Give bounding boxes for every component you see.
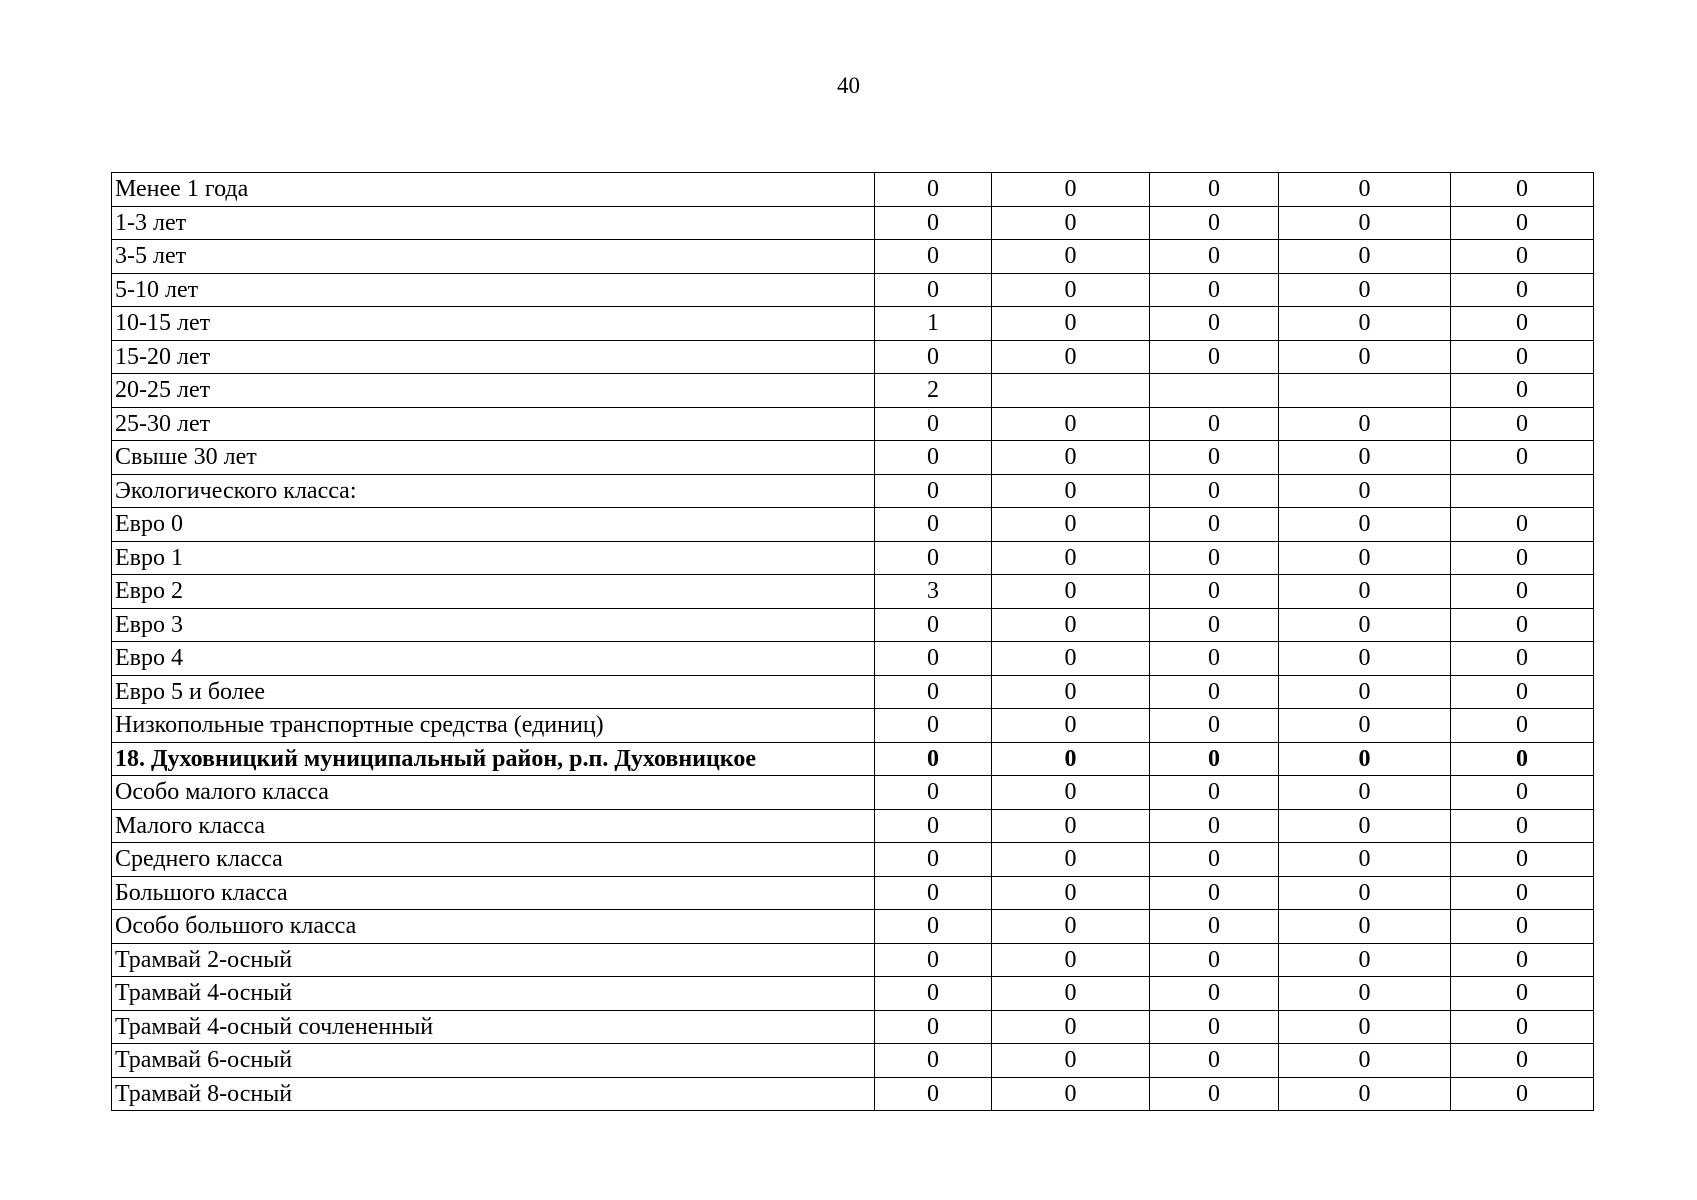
value-cell-col-2: 0 bbox=[992, 273, 1150, 307]
value-cell-col-5: 0 bbox=[1451, 709, 1594, 743]
value-cell-col-2: 0 bbox=[992, 240, 1150, 274]
value-cell-col-1: 0 bbox=[875, 675, 992, 709]
value-cell-col-2: 0 bbox=[992, 843, 1150, 877]
value-cell-col-5: 0 bbox=[1451, 910, 1594, 944]
value-cell-col-4: 0 bbox=[1279, 608, 1451, 642]
value-cell-col-5: 0 bbox=[1451, 809, 1594, 843]
value-cell-col-5: 0 bbox=[1451, 1010, 1594, 1044]
table-row bbox=[112, 541, 1594, 575]
value-cell-col-2: 0 bbox=[992, 943, 1150, 977]
value-cell-col-3: 0 bbox=[1150, 474, 1279, 508]
value-cell-col-2: 0 bbox=[992, 809, 1150, 843]
value-cell-col-1: 0 bbox=[875, 876, 992, 910]
value-cell-col-2: 0 bbox=[992, 709, 1150, 743]
row-label-cell: Трамвай 4-осный сочлененный bbox=[112, 1010, 875, 1044]
value-cell-col-5: 0 bbox=[1451, 541, 1594, 575]
value-cell-col-4: 0 bbox=[1279, 1044, 1451, 1078]
value-cell-col-4: 0 bbox=[1279, 407, 1451, 441]
table-row bbox=[112, 206, 1594, 240]
row-label-cell: 20-25 лет bbox=[112, 374, 875, 408]
value-cell-col-2: 0 bbox=[992, 307, 1150, 341]
value-cell-col-5: 0 bbox=[1451, 675, 1594, 709]
value-cell-col-5: 0 bbox=[1451, 340, 1594, 374]
value-cell-col-4: 0 bbox=[1279, 742, 1451, 776]
value-cell-col-3: 0 bbox=[1150, 206, 1279, 240]
row-label-cell: Свыше 30 лет bbox=[112, 441, 875, 475]
value-cell-col-2: 0 bbox=[992, 642, 1150, 676]
value-cell-col-1: 0 bbox=[875, 977, 992, 1011]
value-cell-col-4: 0 bbox=[1279, 240, 1451, 274]
value-cell-col-4: 0 bbox=[1279, 575, 1451, 609]
value-cell-col-4: 0 bbox=[1279, 307, 1451, 341]
table-row bbox=[112, 709, 1594, 743]
page-number: 40 bbox=[837, 73, 860, 98]
value-cell-col-1: 1 bbox=[875, 307, 992, 341]
value-cell-col-5: 0 bbox=[1451, 441, 1594, 475]
value-cell-col-4: 0 bbox=[1279, 273, 1451, 307]
value-cell-col-5: 0 bbox=[1451, 1044, 1594, 1078]
value-cell-col-3 bbox=[1150, 374, 1279, 408]
table-row bbox=[112, 776, 1594, 810]
value-cell-col-2: 0 bbox=[992, 575, 1150, 609]
value-cell-col-3: 0 bbox=[1150, 441, 1279, 475]
value-cell-col-3: 0 bbox=[1150, 307, 1279, 341]
table-row bbox=[112, 407, 1594, 441]
value-cell-col-1: 0 bbox=[875, 441, 992, 475]
value-cell-col-4 bbox=[1279, 374, 1451, 408]
value-cell-col-5: 0 bbox=[1451, 307, 1594, 341]
value-cell-col-3: 0 bbox=[1150, 943, 1279, 977]
value-cell-col-4: 0 bbox=[1279, 876, 1451, 910]
value-cell-col-1: 0 bbox=[875, 709, 992, 743]
row-label-cell: Малого класса bbox=[112, 809, 875, 843]
table-row bbox=[112, 642, 1594, 676]
row-label-cell: Евро 2 bbox=[112, 575, 875, 609]
row-label-cell: 10-15 лет bbox=[112, 307, 875, 341]
value-cell-col-5: 0 bbox=[1451, 642, 1594, 676]
row-label-cell: Большого класса bbox=[112, 876, 875, 910]
value-cell-col-4: 0 bbox=[1279, 441, 1451, 475]
value-cell-col-3: 0 bbox=[1150, 910, 1279, 944]
value-cell-col-2: 0 bbox=[992, 608, 1150, 642]
value-cell-col-3: 0 bbox=[1150, 1044, 1279, 1078]
value-cell-col-5: 0 bbox=[1451, 876, 1594, 910]
table-row bbox=[112, 575, 1594, 609]
value-cell-col-5: 0 bbox=[1451, 206, 1594, 240]
value-cell-col-1: 0 bbox=[875, 910, 992, 944]
row-label-cell: Низкопольные транспортные средства (единиц) bbox=[112, 709, 875, 743]
table-row bbox=[112, 1044, 1594, 1078]
value-cell-col-5: 0 bbox=[1451, 407, 1594, 441]
value-cell-col-5: 0 bbox=[1451, 240, 1594, 274]
value-cell-col-2: 0 bbox=[992, 206, 1150, 240]
value-cell-col-4: 0 bbox=[1279, 709, 1451, 743]
value-cell-col-1: 0 bbox=[875, 508, 992, 542]
table-row bbox=[112, 508, 1594, 542]
value-cell-col-3: 0 bbox=[1150, 240, 1279, 274]
row-label-cell: Трамвай 4-осный bbox=[112, 977, 875, 1011]
value-cell-col-1: 0 bbox=[875, 1044, 992, 1078]
table-row bbox=[112, 173, 1594, 207]
value-cell-col-1: 0 bbox=[875, 776, 992, 810]
value-cell-col-1: 0 bbox=[875, 273, 992, 307]
row-label-cell: Особо малого класса bbox=[112, 776, 875, 810]
value-cell-col-1: 0 bbox=[875, 206, 992, 240]
table-row bbox=[112, 910, 1594, 944]
value-cell-col-1: 0 bbox=[875, 173, 992, 207]
value-cell-col-3: 0 bbox=[1150, 742, 1279, 776]
value-cell-col-1: 0 bbox=[875, 809, 992, 843]
value-cell-col-3: 0 bbox=[1150, 809, 1279, 843]
value-cell-col-3: 0 bbox=[1150, 709, 1279, 743]
value-cell-col-2: 0 bbox=[992, 474, 1150, 508]
value-cell-col-4: 0 bbox=[1279, 340, 1451, 374]
row-label-cell: Евро 3 bbox=[112, 608, 875, 642]
value-cell-col-5: 0 bbox=[1451, 273, 1594, 307]
table-row bbox=[112, 1077, 1594, 1111]
table-row bbox=[112, 474, 1594, 508]
table-row bbox=[112, 1010, 1594, 1044]
statistics-table bbox=[111, 172, 1594, 1111]
value-cell-col-4: 0 bbox=[1279, 843, 1451, 877]
value-cell-col-3: 0 bbox=[1150, 608, 1279, 642]
row-label-cell: 18. Духовницкий муниципальный район, р.п. Духовницкое bbox=[112, 742, 875, 776]
value-cell-col-1: 3 bbox=[875, 575, 992, 609]
value-cell-col-4: 0 bbox=[1279, 1077, 1451, 1111]
row-label-cell: Менее 1 года bbox=[112, 173, 875, 207]
row-label-cell: Среднего класса bbox=[112, 843, 875, 877]
value-cell-col-3: 0 bbox=[1150, 876, 1279, 910]
value-cell-col-4: 0 bbox=[1279, 541, 1451, 575]
value-cell-col-5 bbox=[1451, 474, 1594, 508]
value-cell-col-2: 0 bbox=[992, 1010, 1150, 1044]
value-cell-col-1: 0 bbox=[875, 742, 992, 776]
value-cell-col-5: 0 bbox=[1451, 776, 1594, 810]
row-label-cell: Евро 1 bbox=[112, 541, 875, 575]
value-cell-col-2: 0 bbox=[992, 742, 1150, 776]
row-label-cell: Особо большого класса bbox=[112, 910, 875, 944]
value-cell-col-2: 0 bbox=[992, 876, 1150, 910]
value-cell-col-1: 0 bbox=[875, 474, 992, 508]
value-cell-col-5: 0 bbox=[1451, 608, 1594, 642]
value-cell-col-2: 0 bbox=[992, 340, 1150, 374]
row-label-cell: 15-20 лет bbox=[112, 340, 875, 374]
value-cell-col-5: 0 bbox=[1451, 173, 1594, 207]
value-cell-col-1: 0 bbox=[875, 943, 992, 977]
value-cell-col-3: 0 bbox=[1150, 575, 1279, 609]
row-label-cell: Трамвай 8-осный bbox=[112, 1077, 875, 1111]
value-cell-col-3: 0 bbox=[1150, 173, 1279, 207]
value-cell-col-3: 0 bbox=[1150, 407, 1279, 441]
value-cell-col-2 bbox=[992, 374, 1150, 408]
table-row bbox=[112, 608, 1594, 642]
value-cell-col-4: 0 bbox=[1279, 675, 1451, 709]
row-label-cell: 3-5 лет bbox=[112, 240, 875, 274]
value-cell-col-4: 0 bbox=[1279, 1010, 1451, 1044]
value-cell-col-4: 0 bbox=[1279, 206, 1451, 240]
table-row bbox=[112, 809, 1594, 843]
value-cell-col-2: 0 bbox=[992, 508, 1150, 542]
row-label-cell: Евро 0 bbox=[112, 508, 875, 542]
value-cell-col-2: 0 bbox=[992, 441, 1150, 475]
value-cell-col-4: 0 bbox=[1279, 474, 1451, 508]
value-cell-col-1: 0 bbox=[875, 843, 992, 877]
table-row bbox=[112, 273, 1594, 307]
row-label-cell: Экологического класса: bbox=[112, 474, 875, 508]
value-cell-col-4: 0 bbox=[1279, 943, 1451, 977]
value-cell-col-5: 0 bbox=[1451, 1077, 1594, 1111]
table-row bbox=[112, 307, 1594, 341]
value-cell-col-5: 0 bbox=[1451, 508, 1594, 542]
table-row bbox=[112, 876, 1594, 910]
table-row bbox=[112, 240, 1594, 274]
value-cell-col-4: 0 bbox=[1279, 173, 1451, 207]
value-cell-col-1: 0 bbox=[875, 1010, 992, 1044]
value-cell-col-2: 0 bbox=[992, 1077, 1150, 1111]
row-label-cell: Евро 4 bbox=[112, 642, 875, 676]
table-row bbox=[112, 374, 1594, 408]
value-cell-col-3: 0 bbox=[1150, 541, 1279, 575]
value-cell-col-5: 0 bbox=[1451, 977, 1594, 1011]
value-cell-col-4: 0 bbox=[1279, 776, 1451, 810]
value-cell-col-4: 0 bbox=[1279, 642, 1451, 676]
value-cell-col-2: 0 bbox=[992, 675, 1150, 709]
table-row bbox=[112, 742, 1594, 776]
value-cell-col-2: 0 bbox=[992, 1044, 1150, 1078]
value-cell-col-4: 0 bbox=[1279, 809, 1451, 843]
value-cell-col-4: 0 bbox=[1279, 508, 1451, 542]
table-body bbox=[112, 173, 1594, 1111]
value-cell-col-2: 0 bbox=[992, 173, 1150, 207]
value-cell-col-1: 0 bbox=[875, 1077, 992, 1111]
value-cell-col-5: 0 bbox=[1451, 943, 1594, 977]
value-cell-col-5: 0 bbox=[1451, 843, 1594, 877]
value-cell-col-5: 0 bbox=[1451, 374, 1594, 408]
value-cell-col-3: 0 bbox=[1150, 273, 1279, 307]
value-cell-col-1: 0 bbox=[875, 642, 992, 676]
row-label-cell: Трамвай 2-осный bbox=[112, 943, 875, 977]
value-cell-col-2: 0 bbox=[992, 541, 1150, 575]
value-cell-col-4: 0 bbox=[1279, 977, 1451, 1011]
value-cell-col-3: 0 bbox=[1150, 508, 1279, 542]
value-cell-col-3: 0 bbox=[1150, 843, 1279, 877]
table-row bbox=[112, 340, 1594, 374]
table-row bbox=[112, 977, 1594, 1011]
value-cell-col-1: 0 bbox=[875, 340, 992, 374]
value-cell-col-3: 0 bbox=[1150, 776, 1279, 810]
table-row bbox=[112, 843, 1594, 877]
table-row bbox=[112, 943, 1594, 977]
row-label-cell: 5-10 лет bbox=[112, 273, 875, 307]
row-label-cell: Евро 5 и более bbox=[112, 675, 875, 709]
value-cell-col-3: 0 bbox=[1150, 1010, 1279, 1044]
value-cell-col-1: 2 bbox=[875, 374, 992, 408]
row-label-cell: 1-3 лет bbox=[112, 206, 875, 240]
value-cell-col-3: 0 bbox=[1150, 977, 1279, 1011]
value-cell-col-3: 0 bbox=[1150, 1077, 1279, 1111]
value-cell-col-3: 0 bbox=[1150, 642, 1279, 676]
value-cell-col-1: 0 bbox=[875, 608, 992, 642]
value-cell-col-2: 0 bbox=[992, 977, 1150, 1011]
row-label-cell: Трамвай 6-осный bbox=[112, 1044, 875, 1078]
value-cell-col-1: 0 bbox=[875, 541, 992, 575]
table-row bbox=[112, 675, 1594, 709]
table-row bbox=[112, 441, 1594, 475]
value-cell-col-1: 0 bbox=[875, 240, 992, 274]
value-cell-col-2: 0 bbox=[992, 910, 1150, 944]
value-cell-col-2: 0 bbox=[992, 776, 1150, 810]
value-cell-col-3: 0 bbox=[1150, 340, 1279, 374]
value-cell-col-3: 0 bbox=[1150, 675, 1279, 709]
value-cell-col-5: 0 bbox=[1451, 575, 1594, 609]
value-cell-col-4: 0 bbox=[1279, 910, 1451, 944]
row-label-cell: 25-30 лет bbox=[112, 407, 875, 441]
value-cell-col-5: 0 bbox=[1451, 742, 1594, 776]
value-cell-col-2: 0 bbox=[992, 407, 1150, 441]
value-cell-col-1: 0 bbox=[875, 407, 992, 441]
